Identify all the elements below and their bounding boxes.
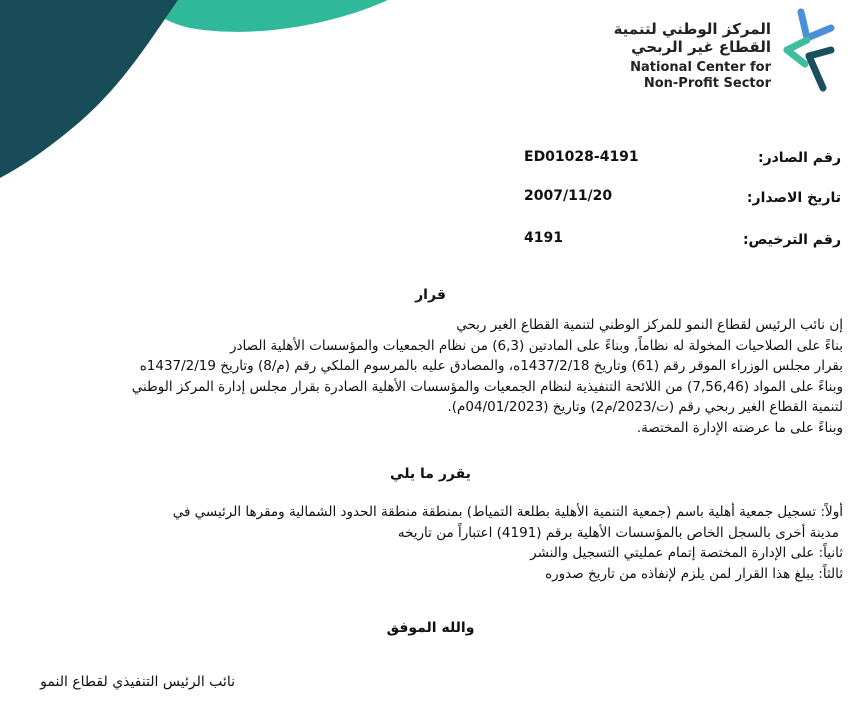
resolution-item: ثانياً: على الإدارة المختصة إتمام عمليتي التسجيل والنشر <box>530 545 843 561</box>
logo-english-line2: Non-Profit Sector <box>643 76 771 91</box>
license-number-value: 4191 <box>524 230 563 246</box>
intro-line: وبناءً على المواد (7,56,46) من اللائحة التنفيذية لنظام الجمعيات والمؤسسات الأهلية الصادرة بقرار مجلس إدارة المركز الوطني <box>131 378 843 395</box>
intro-line: إن نائب الرئيس لقطاع النمو للمركز الوطني لتنمية القطاع الغير ربحي <box>456 317 843 333</box>
logo-arabic-line2: القطاع غير الربحي <box>631 38 771 56</box>
resolution-item: ثالثاً: يبلغ هذا القرار لمن يلزم لإنفاذه من تاريخ صدوره <box>545 565 843 582</box>
issue-date-value: 2007/11/20 <box>524 188 613 204</box>
issue-date-label: تاريخ الاصدار: <box>746 190 841 206</box>
organization-logo <box>613 8 845 98</box>
resolution-item-continued: مدينة أخرى بالسجل الخاص بالمؤسسات الأهلية برقم (4191) اعتباراً من تاريخه <box>397 524 839 541</box>
closing-phrase: والله الموفق <box>386 620 475 636</box>
teal-wave-shape <box>148 0 388 32</box>
decision-title: قرار <box>415 287 446 303</box>
intro-line: بناءً على الصلاحيات المخولة له نظاماً, وبناءً على المادتين (6,3) من نظام الجمعيات والمؤسسات الأهلية الصادر <box>230 337 843 354</box>
resolution-title: يقرر ما يلي <box>390 466 471 482</box>
intro-line: بقرار مجلس الوزراء الموقر رقم (61) وتاريخ 1437/2/18ه، والمصادق عليه بالمرسوم الملكي رقم (م/8) وتاريخ 1437/2/19ه <box>139 358 843 374</box>
logo-arabic-line1: المركز الوطني لتنمية <box>613 20 771 38</box>
dark-wave-shape <box>0 0 178 178</box>
intro-line: لتنمية القطاع الغير ربحي رقم (ت/2023/م2) وتاريخ (04/01/2023م). <box>447 399 843 415</box>
intro-paragraph <box>13 315 843 438</box>
issue-number-label: رقم الصادر: <box>757 150 841 166</box>
signatory-title: نائب الرئيس التنفيذي لقطاع النمو <box>40 674 235 690</box>
logo-mark-icon <box>779 8 845 96</box>
logo-english-line1: National Center for <box>630 60 771 75</box>
resolution-item: أولاً: تسجيل جمعية أهلية باسم (جمعية التنمية الأهلية بطلعة التمياط) بمنطقة منطقة الحدود الشمالية ومقرها الرئيسي في <box>172 504 843 520</box>
intro-line: وبناءً على ما عرضته الإدارة المختصة. <box>636 419 843 436</box>
resolution-list <box>13 502 843 584</box>
license-number-label: رقم الترخيص: <box>742 232 841 248</box>
issue-number-value: ED01028-4191 <box>524 149 639 165</box>
